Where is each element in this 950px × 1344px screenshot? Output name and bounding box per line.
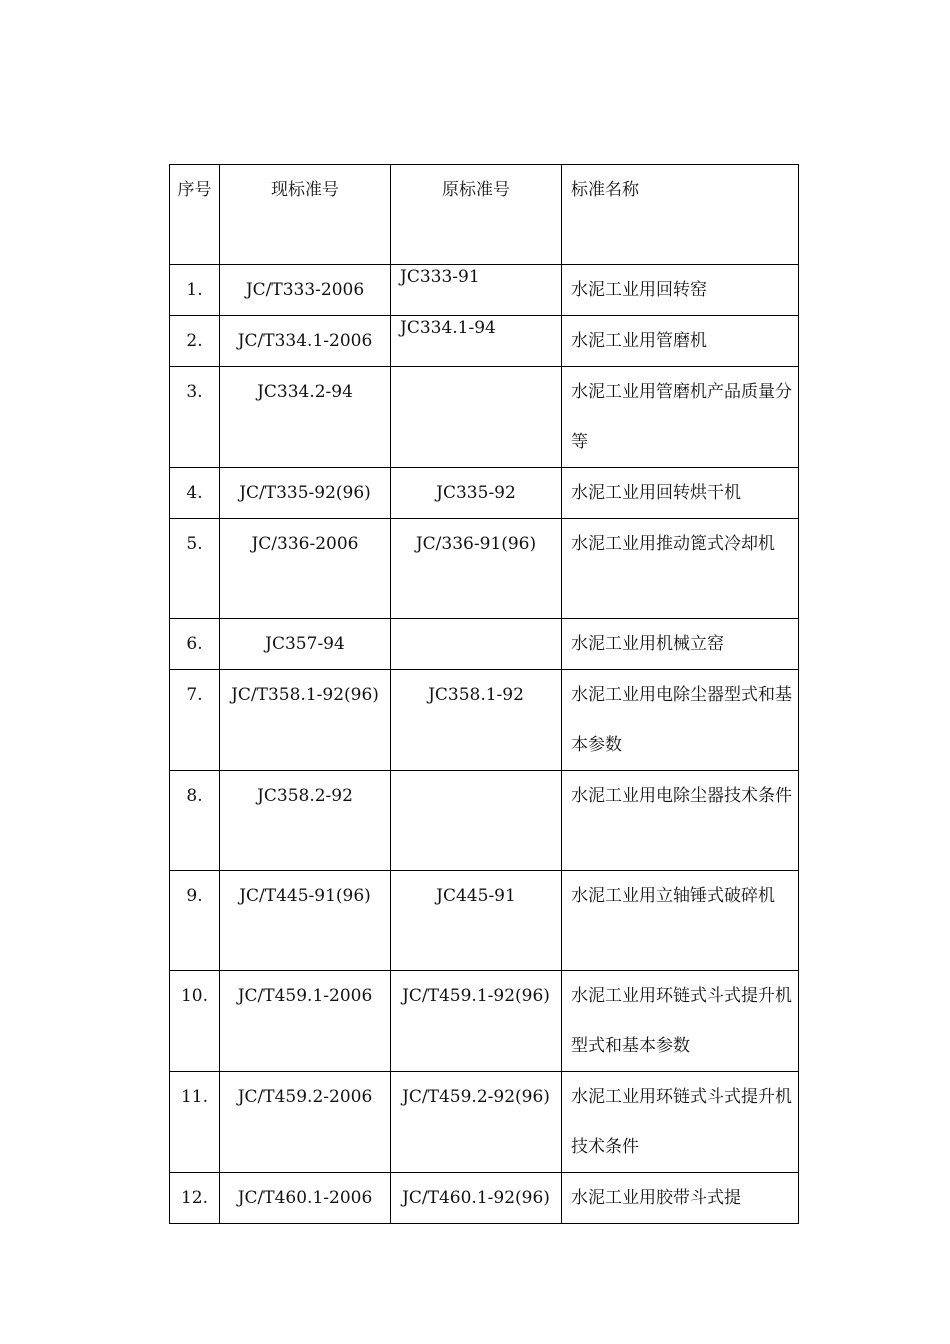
table-row (170, 971, 799, 1072)
row-original: JC334.1-94 (400, 318, 496, 338)
row-current: JC/T459.2-2006 (237, 1087, 373, 1107)
row-no: 8. (186, 786, 203, 806)
row-name: 水泥工业用回转窑 (571, 280, 707, 300)
row-no: 10. (180, 986, 209, 1006)
row-current: JC/T334.1-2006 (237, 331, 373, 351)
row-current: JC/T445-91(96) (239, 886, 371, 906)
row-no: 11. (180, 1087, 209, 1107)
row-no: 12. (180, 1188, 209, 1208)
table-row (170, 670, 799, 771)
row-no: 5. (186, 534, 203, 554)
table-row (170, 316, 799, 367)
row-name: 水泥工业用管磨机 (571, 331, 707, 351)
header-original-cell (391, 165, 562, 265)
row-current: JC/T335-92(96) (239, 483, 371, 503)
row-name: 水泥工业用立轴锤式破碎机 (571, 886, 775, 906)
row-no: 6. (186, 634, 203, 654)
row-no: 7. (186, 685, 203, 705)
table-row (170, 1072, 799, 1173)
row-no: 9. (186, 886, 203, 906)
table-row (170, 468, 799, 519)
row-original: JC335-92 (436, 483, 516, 503)
row-no: 3. (186, 382, 203, 402)
row-no: 2. (186, 331, 203, 351)
row-current: JC357-94 (265, 634, 345, 654)
row-no: 1. (186, 280, 203, 300)
row-current: JC/T333-2006 (245, 280, 365, 300)
row-current: JC358.2-92 (257, 786, 353, 806)
table-row (170, 265, 799, 316)
row-name: 水泥工业用环链式斗式提升机技术条件 (571, 1087, 792, 1157)
table-row (170, 871, 799, 971)
header-current-cell (220, 165, 391, 265)
header-name: 标准名称 (571, 180, 639, 200)
header-name-cell (562, 165, 799, 265)
table-row (170, 367, 799, 468)
row-original: JC/336-91(96) (415, 534, 537, 554)
standards-table (169, 164, 799, 1224)
row-original: JC333-91 (400, 267, 480, 287)
row-name: 水泥工业用机械立窑 (571, 634, 724, 654)
row-original: JC/T460.1-92(96) (402, 1188, 550, 1208)
table-row (170, 771, 799, 871)
header-no-cell (170, 165, 220, 265)
row-current: JC/T460.1-2006 (237, 1188, 373, 1208)
row-name: 水泥工业用回转烘干机 (571, 483, 741, 503)
row-name: 水泥工业用胶带斗式提 (571, 1188, 741, 1208)
table-row (170, 619, 799, 670)
row-name: 水泥工业用管磨机产品质量分等 (571, 382, 792, 452)
row-name: 水泥工业用环链式斗式提升机型式和基本参数 (571, 986, 792, 1056)
header-original: 原标准号 (442, 180, 510, 200)
row-original: JC358.1-92 (428, 685, 524, 705)
row-original: JC445-91 (436, 886, 516, 906)
row-name: 水泥工业用电除尘器型式和基本参数 (571, 685, 792, 755)
row-current: JC/T358.1-92(96) (231, 685, 379, 705)
row-name: 水泥工业用推动篦式冷却机 (571, 534, 775, 554)
row-original: JC/T459.1-92(96) (402, 986, 550, 1006)
row-name: 水泥工业用电除尘器技术条件 (571, 786, 792, 806)
row-current: JC334.2-94 (257, 382, 353, 402)
row-current: JC/T459.1-2006 (237, 986, 373, 1006)
row-no: 4. (186, 483, 203, 503)
header-no: 序号 (177, 180, 212, 200)
table-header-row (170, 165, 799, 265)
row-current: JC/336-2006 (251, 534, 359, 554)
table-row (170, 1173, 799, 1224)
row-original: JC/T459.2-92(96) (402, 1087, 550, 1107)
header-current: 现标准号 (271, 180, 339, 200)
table-row (170, 519, 799, 619)
